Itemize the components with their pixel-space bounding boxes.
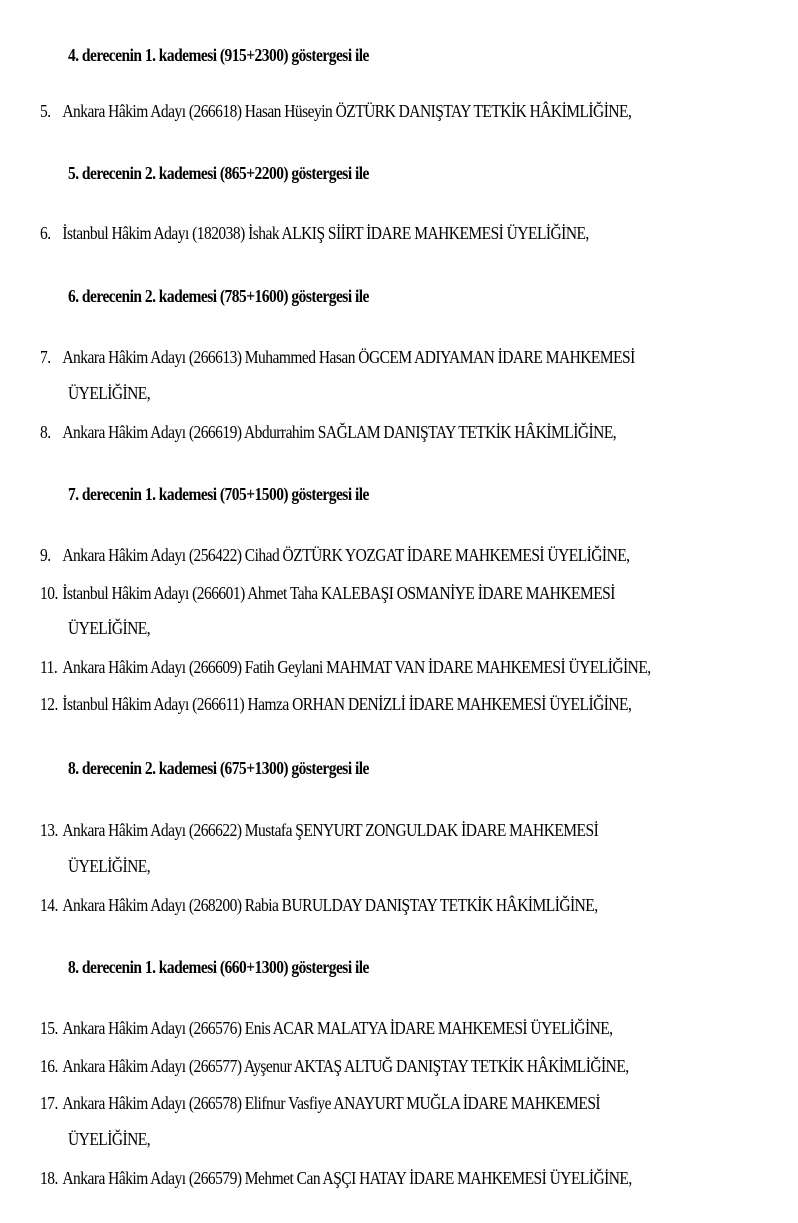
item-number: 14. [40, 895, 58, 915]
item-text: Ankara Hâkim Adayı (268200) Rabia BURULDAY DANIŞTAY TETKİK HÂKİMLİĞİNE, [62, 895, 598, 915]
item-text: İstanbul Hâkim Adayı (266611) Hamza ORHAN DENİZLİ İDARE MAHKEMESİ ÜYELİĞİNE, [62, 694, 632, 714]
list-item [40, 420, 616, 444]
item-text: Ankara Hâkim Adayı (266576) Enis ACAR MALATYA İDARE MAHKEMESİ ÜYELİĞİNE, [62, 1018, 613, 1038]
list-item [40, 655, 651, 679]
item-continuation: ÜYELİĞİNE, [68, 856, 151, 876]
section-heading: 4. derecenin 1. kademesi (915+2300) göstergesi ile [68, 45, 369, 65]
item-number: 6. [40, 223, 51, 243]
item-text: Ankara Hâkim Adayı (266577) Ayşenur AKTAŞ ALTUĞ DANIŞTAY TETKİK HÂKİMLİĞİNE, [62, 1056, 629, 1076]
item-number: 17. [40, 1093, 58, 1113]
item-text: Ankara Hâkim Adayı (266578) Elifnur Vasfiye ANAYURT MUĞLA İDARE MAHKEMESİ [62, 1093, 601, 1113]
section-heading: 5. derecenin 2. kademesi (865+2200) göstergesi ile [68, 163, 369, 183]
item-number: 16. [40, 1056, 58, 1076]
list-item [40, 345, 635, 369]
list-item [40, 1016, 613, 1040]
list-item [40, 581, 615, 605]
item-number: 15. [40, 1018, 58, 1038]
item-number: 5. [40, 101, 51, 121]
item-text: İstanbul Hâkim Adayı (266601) Ahmet Taha KALEBAŞI OSMANİYE İDARE MAHKEMESİ [62, 583, 615, 603]
list-item [40, 893, 598, 917]
item-continuation: ÜYELİĞİNE, [68, 383, 151, 403]
item-text: Ankara Hâkim Adayı (266579) Mehmet Can AŞÇI HATAY İDARE MAHKEMESİ ÜYELİĞİNE, [62, 1168, 632, 1188]
section-heading: 8. derecenin 1. kademesi (660+1300) göstergesi ile [68, 957, 369, 977]
list-item [40, 818, 598, 842]
item-number: 9. [40, 545, 51, 565]
item-number: 10. [40, 583, 58, 603]
item-continuation: ÜYELİĞİNE, [68, 618, 151, 638]
list-item [40, 1054, 629, 1078]
item-number: 11. [40, 657, 58, 677]
item-text: Ankara Hâkim Adayı (266618) Hasan Hüseyin ÖZTÜRK DANIŞTAY TETKİK HÂKİMLİĞİNE, [62, 101, 632, 121]
section-heading: 7. derecenin 1. kademesi (705+1500) göstergesi ile [68, 484, 369, 504]
item-text: Ankara Hâkim Adayı (266613) Muhammed Hasan ÖGCEM ADIYAMAN İDARE MAHKEMESİ [62, 347, 635, 367]
item-text: Ankara Hâkim Adayı (256422) Cihad ÖZTÜRK YOZGAT İDARE MAHKEMESİ ÜYELİĞİNE, [62, 545, 630, 565]
item-number: 8. [40, 422, 51, 442]
section-heading: 8. derecenin 2. kademesi (675+1300) göstergesi ile [68, 758, 369, 778]
list-item [40, 221, 589, 245]
item-text: Ankara Hâkim Adayı (266609) Fatih Geylani MAHMAT VAN İDARE MAHKEMESİ ÜYELİĞİNE, [62, 657, 651, 677]
list-item [40, 543, 630, 567]
section-heading: 6. derecenin 2. kademesi (785+1600) göstergesi ile [68, 286, 369, 306]
item-text: İstanbul Hâkim Adayı (182038) İshak ALKIŞ SİİRT İDARE MAHKEMESİ ÜYELİĞİNE, [62, 223, 589, 243]
list-item [40, 692, 631, 716]
item-text: Ankara Hâkim Adayı (266622) Mustafa ŞENYURT ZONGULDAK İDARE MAHKEMESİ [62, 820, 599, 840]
item-number: 12. [40, 694, 58, 714]
item-number: 13. [40, 820, 58, 840]
item-number: 18. [40, 1168, 58, 1188]
list-item [40, 1091, 600, 1115]
list-item [40, 1166, 632, 1190]
item-number: 7. [40, 347, 51, 367]
item-text: Ankara Hâkim Adayı (266619) Abdurrahim SAĞLAM DANIŞTAY TETKİK HÂKİMLİĞİNE, [62, 422, 617, 442]
item-continuation: ÜYELİĞİNE, [68, 1129, 151, 1149]
list-item [40, 99, 631, 123]
